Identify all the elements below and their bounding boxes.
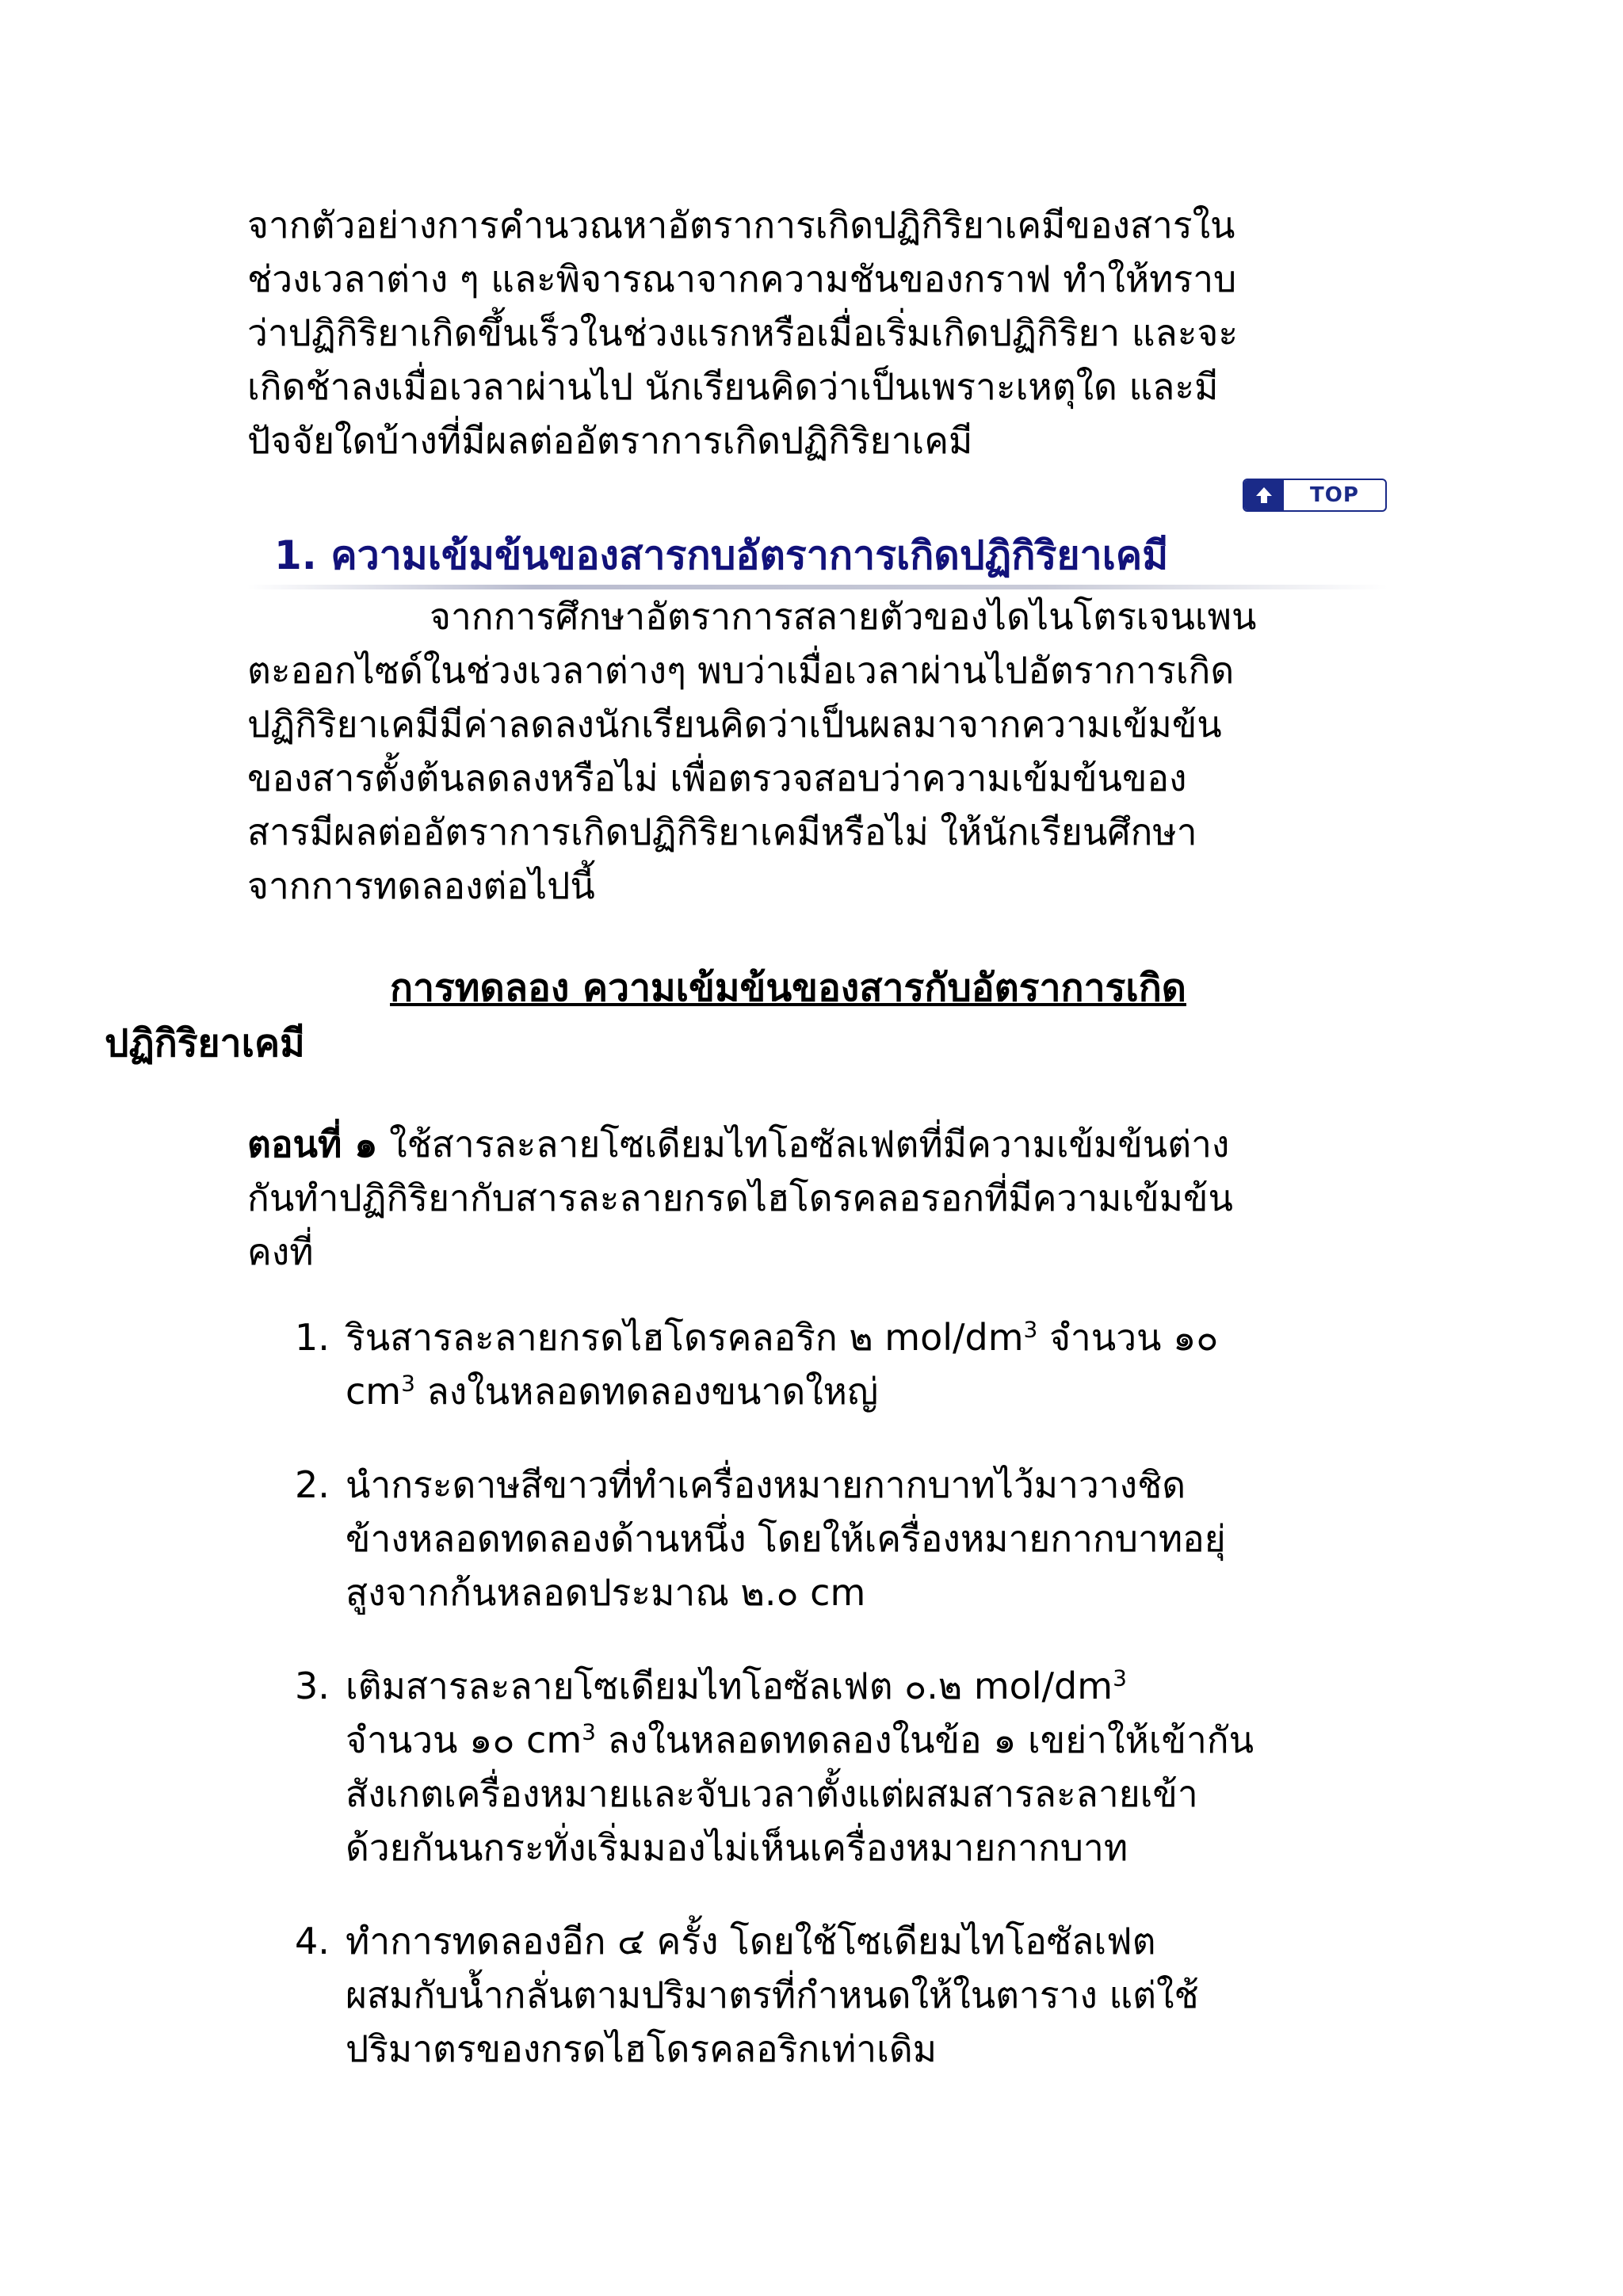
intro-line-4: เกิดช้าลงเมื่อเวลาผ่านไป นักเรียนคิดว่าเป็นเพราะเหตุใด และมี: [247, 365, 1219, 408]
step-number: 1.: [295, 1316, 330, 1359]
procedure-step: [247, 1914, 1388, 2076]
section-line-5: สารมีผลต่ออัตราการเกิดปฏิกิริยาเคมีหรือไม่ ให้นักเรียนศึกษา: [247, 810, 1197, 853]
section-heading: 1. ความเข้มข้นของสารกบอัตราการเกิดปฏิกิริยาเคมี: [274, 532, 1169, 578]
step-number: 3.: [295, 1665, 330, 1707]
step-number: 2.: [295, 1463, 330, 1506]
superscript: 3: [1023, 1316, 1038, 1343]
section-line-3: ปฏิกิริยาเคมีมีค่าลดลงนักเรียนคิดว่าเป็นผลมาจากความเข้มข้น: [247, 703, 1222, 746]
experiment-title: [105, 960, 1388, 1071]
step-text: สูงจากก้นหลอดประมาณ ๒.๐ cm: [346, 1571, 866, 1614]
step-text: เติมสารละลายโซเดียมไทโอซัลเฟต ๐.๒ mol/dm: [346, 1665, 1113, 1707]
top-button-label: TOP: [1310, 483, 1359, 507]
document-page: [105, 198, 1388, 2115]
step-text: ลงในหลอดทดลองขนาดใหญ่: [414, 1370, 879, 1413]
step-text: รินสารละลายกรดไฮโดรคลอริก ๒ mol/dm: [346, 1316, 1024, 1359]
procedure-step: [247, 1458, 1388, 1619]
intro-line-1: จากตัวอย่างการคำนวณหาอัตราการเกิดปฏิกิริยาเคมีของสารใน: [247, 204, 1235, 246]
superscript: 3: [401, 1370, 415, 1397]
experiment-title-line-2: ปฏิกิริยาเคมี: [105, 1021, 305, 1066]
procedure-step: [247, 1659, 1388, 1875]
superscript: 3: [582, 1718, 596, 1745]
step-text: ด้วยกันนกระทั่งเริ่มมองไม่เห็นเครื่องหมายกากบาท: [346, 1826, 1128, 1869]
step-text: ข้างหลอดทดลองด้านหนึ่ง โดยให้เครื่องหมายกากบาทอยุ่: [346, 1517, 1226, 1560]
part-one-text-2: กันทำปฏิกิริยากับสารละลายกรดไฮโดรคลอรอกที่มีความเข้มข้น: [247, 1177, 1233, 1219]
section-line-2: ตะออกไซด์ในช่วงเวลาต่างๆ พบว่าเมื่อเวลาผ่านไปอัตราการเกิด: [247, 649, 1235, 692]
intro-line-3: ว่าปฏิกิริยาเกิดขึ้นเร็วในช่วงแรกหรือเมื่อเริ่มเกิดปฏิกิริยา และจะ: [247, 311, 1239, 354]
intro-paragraph: [247, 198, 1388, 467]
section-line-6: จากการทดลองต่อไปนี้: [247, 864, 595, 907]
step-text: cm: [346, 1370, 402, 1413]
step-number: 4.: [295, 1920, 330, 1962]
step-text: ลงในหลอดทดลองในข้อ ๑ เขย่าให้เข้ากัน: [595, 1718, 1254, 1761]
part-one-text-1: ใช้สารละลายโซเดียมไทโอซัลเฟตที่มีความเข้มข้นต่าง: [377, 1123, 1230, 1165]
step-text: นำกระดาษสีขาวที่ทำเครื่องหมายกากบาทไว้มาวางชิด: [346, 1463, 1186, 1506]
superscript: 3: [1113, 1665, 1127, 1691]
step-text: จำนวน ๑๐: [1037, 1316, 1219, 1359]
up-arrow-icon: [1244, 480, 1284, 510]
part-one-intro: [247, 1117, 1388, 1279]
step-text: ปริมาตรของกรดไฮโดรคลอริกเท่าเดิม: [346, 2027, 938, 2070]
section-line-1: จากการศึกษาอัตราการสลายตัวของไดไนโตรเจนเพน: [430, 595, 1257, 638]
step-text: สังเกตเครื่องหมายและจับเวลาตั้งแต่ผสมสารละลายเข้า: [346, 1772, 1198, 1815]
intro-line-2: ช่วงเวลาต่าง ๆ และพิจารณาจากความชันของกราฟ ทำให้ทราบ: [247, 257, 1237, 300]
part-one-text-3: คงที่: [247, 1230, 314, 1273]
experiment-title-line-1: การทดลอง ความเข้มข้นของสารกับอัตราการเกิด: [390, 966, 1186, 1010]
top-button-row: [247, 479, 1388, 518]
intro-line-5: ปัจจัยใดบ้างที่มีผลต่ออัตราการเกิดปฏิกิริยาเคมี: [247, 419, 973, 462]
step-text: ทำการทดลองอีก ๔ ครั้ง โดยใช้โซเดียมไทโอซัลเฟต: [346, 1920, 1156, 1962]
procedure-step: [247, 1310, 1388, 1418]
section-line-4: ของสารตั้งต้นลดลงหรือไม่ เพื่อตรวจสอบว่าความเข้มข้นของ: [247, 757, 1187, 799]
top-button[interactable]: [1243, 479, 1387, 512]
part-one-label: ตอนที่ ๑: [247, 1123, 378, 1165]
step-text: จำนวน ๑๐ cm: [346, 1718, 582, 1761]
procedure-steps: [247, 1310, 1388, 2076]
section-paragraph: [247, 589, 1388, 913]
step-text: ผสมกับน้ำกลั่นตามปริมาตรที่กำหนดให้ในตาราง แต่ใช้: [346, 1974, 1199, 2016]
